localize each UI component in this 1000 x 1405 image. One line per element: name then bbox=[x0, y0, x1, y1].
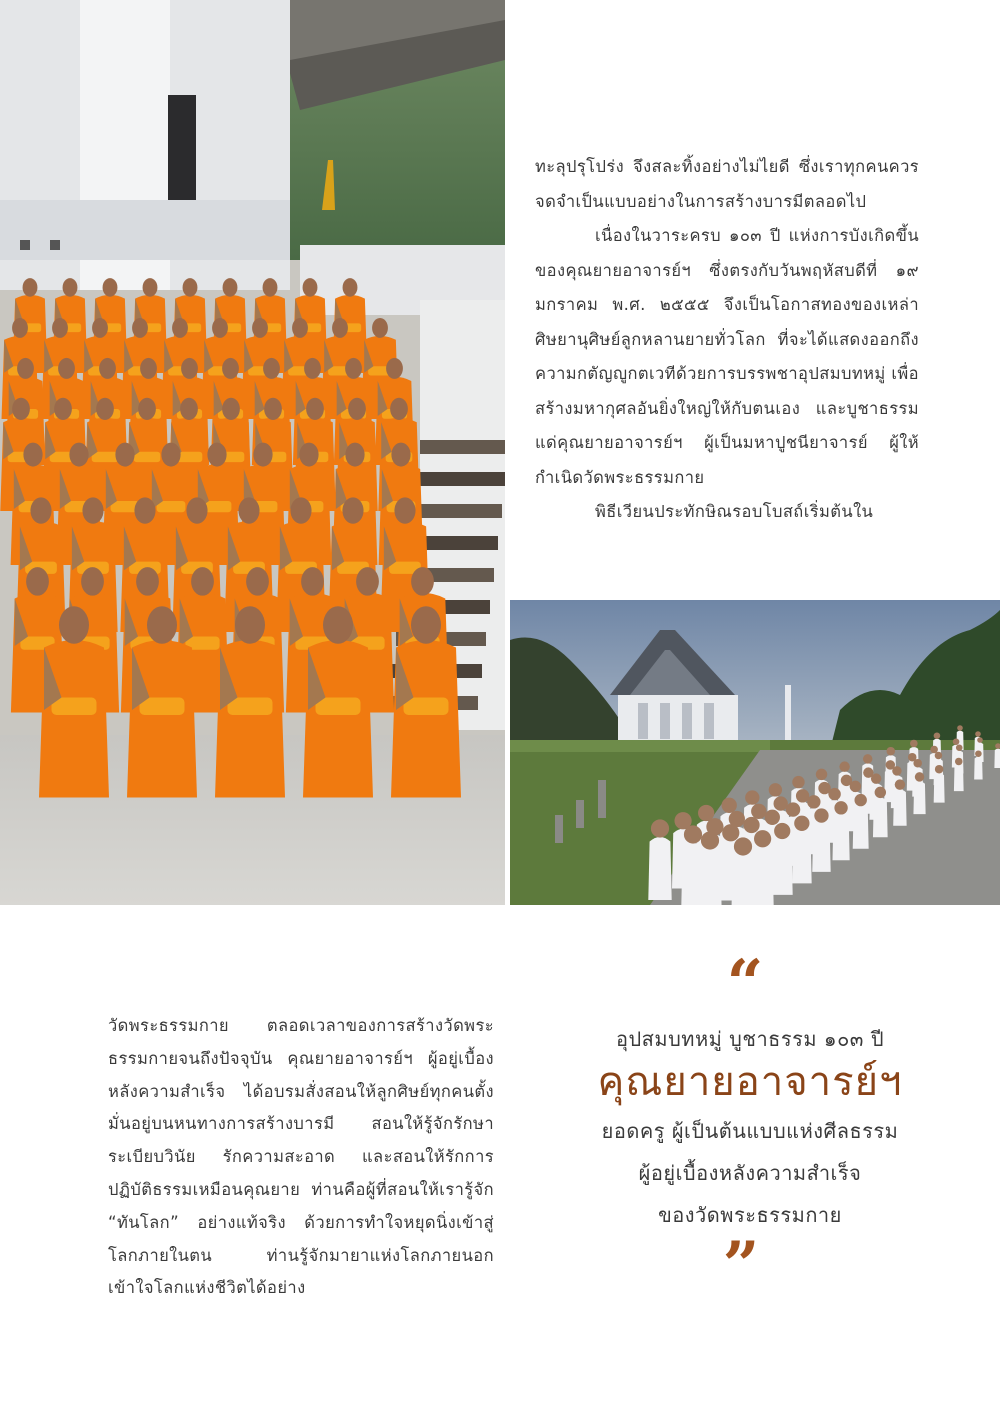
close-quote-mark: ” bbox=[722, 1228, 760, 1303]
quote-line: ยอดครู ผู้เป็นต้นแบบแห่งศีลธรรม bbox=[601, 1119, 899, 1143]
paragraph-anniversary: เนื่องในวาระครบ ๑๐๓ ปี แห่งการบังเกิดขึ้นของคุณยายอาจารย์ฯ ซึ่งตรงกับวันพฤหัสบดีที่ ๑๙ มกราคม พ.ศ. ๒๕๕๕ จึงเป็นโอกาสทองของเหล่าศิษยานุศิษย์ลูกหลานยายทั่วโลก ที่จะได้แสดงออกถึงความกตัญญูกตเวทีด้วยการบรรพชาอุปสมบทหมู่ เพื่อสร้างมหากุศลอันยิ่งใหญ่ให้กับตนเอง และบูชาธรรมแด่คุณยายอาจารย์ฯ ผู้เป็นมหาปูชนียาจารย์ ผู้ให้กำเนิดวัดพระธรรมกาย bbox=[535, 226, 919, 487]
procession-walker bbox=[648, 819, 671, 900]
monk-rows bbox=[0, 278, 461, 797]
procession-walker bbox=[934, 765, 945, 803]
procession-walker bbox=[832, 801, 849, 860]
procession-walker bbox=[853, 794, 869, 849]
procession-illustration bbox=[510, 600, 1000, 905]
procession-walker bbox=[893, 779, 906, 825]
procession-walker bbox=[792, 816, 812, 884]
procession-walker bbox=[974, 750, 982, 779]
paragraph-teachings: วัดพระธรรมกาย ตลอดเวลาของการสร้างวัดพระธรรมกายจนถึงปัจจุบัน คุณยายอาจารย์ฯ ผู้อยู่เบื้องหลังความสำเร็จ ได้อบรมสั่งสอนให้ลูกศิษย์ทุกคนตั้งมั่นอยู่บนหนทางการสร้างบารมี สอนให้รู้จักรักษาระเบียบวินัย รักความสะอาด และสอนให้รักการปฏิบัติธรรมเหมือนคุณยาย ท่านคือผู้ที่สอนให้เรารู้จัก “ทันโลก” อย่างแท้จริง ด้วยการทำใจหยุดนิ่งเข้าสู่โลกภายในตน ท่านรู้จักมายาแห่งโลกภายนอก เข้าใจโลกแห่งชีวิตได้อย่าง bbox=[108, 1016, 494, 1298]
quote-title: คุณยายอาจารย์ฯ bbox=[597, 1059, 903, 1105]
procession-walker bbox=[752, 830, 774, 905]
procession-walker bbox=[698, 831, 721, 905]
procession-walker bbox=[873, 787, 888, 838]
procession-walker bbox=[913, 772, 925, 814]
article-top-column bbox=[535, 150, 919, 530]
pull-quote bbox=[540, 946, 960, 1303]
procession-walker bbox=[731, 837, 754, 905]
quote-subtitle: อุปสมบทหมู่ บูชาธรรม ๑๐๓ ปี bbox=[615, 1027, 885, 1051]
quote-line: ผู้อยู่เบื้องหลังความสำเร็จ bbox=[638, 1161, 862, 1185]
temple-window bbox=[168, 95, 196, 205]
open-quote-mark: “ bbox=[726, 946, 764, 1021]
paragraph-continued: ทะลุปรุโปร่ง จึงสละทิ้งอย่างไม่ไยดี ซึ่งเราทุกคนควรจดจำเป็นแบบอย่างในการสร้างบารมีตลอดไป bbox=[535, 157, 919, 211]
procession-walker bbox=[954, 758, 964, 791]
ubosot-hall bbox=[618, 695, 738, 743]
monks-group-photo bbox=[0, 0, 505, 905]
quote-line: ของวัดพระธรรมกาย bbox=[658, 1203, 842, 1227]
procession-walker bbox=[772, 823, 793, 895]
procession-walker bbox=[812, 808, 830, 871]
procession-photo bbox=[510, 600, 1000, 905]
pillar-lamp bbox=[785, 685, 791, 740]
paragraph-procession-start: พิธีเวียนประทักษิณรอบโบสถ์เริ่มต้นใน bbox=[595, 502, 874, 521]
monks-group-illustration bbox=[0, 0, 505, 905]
article-bottom-column bbox=[108, 1010, 494, 1305]
